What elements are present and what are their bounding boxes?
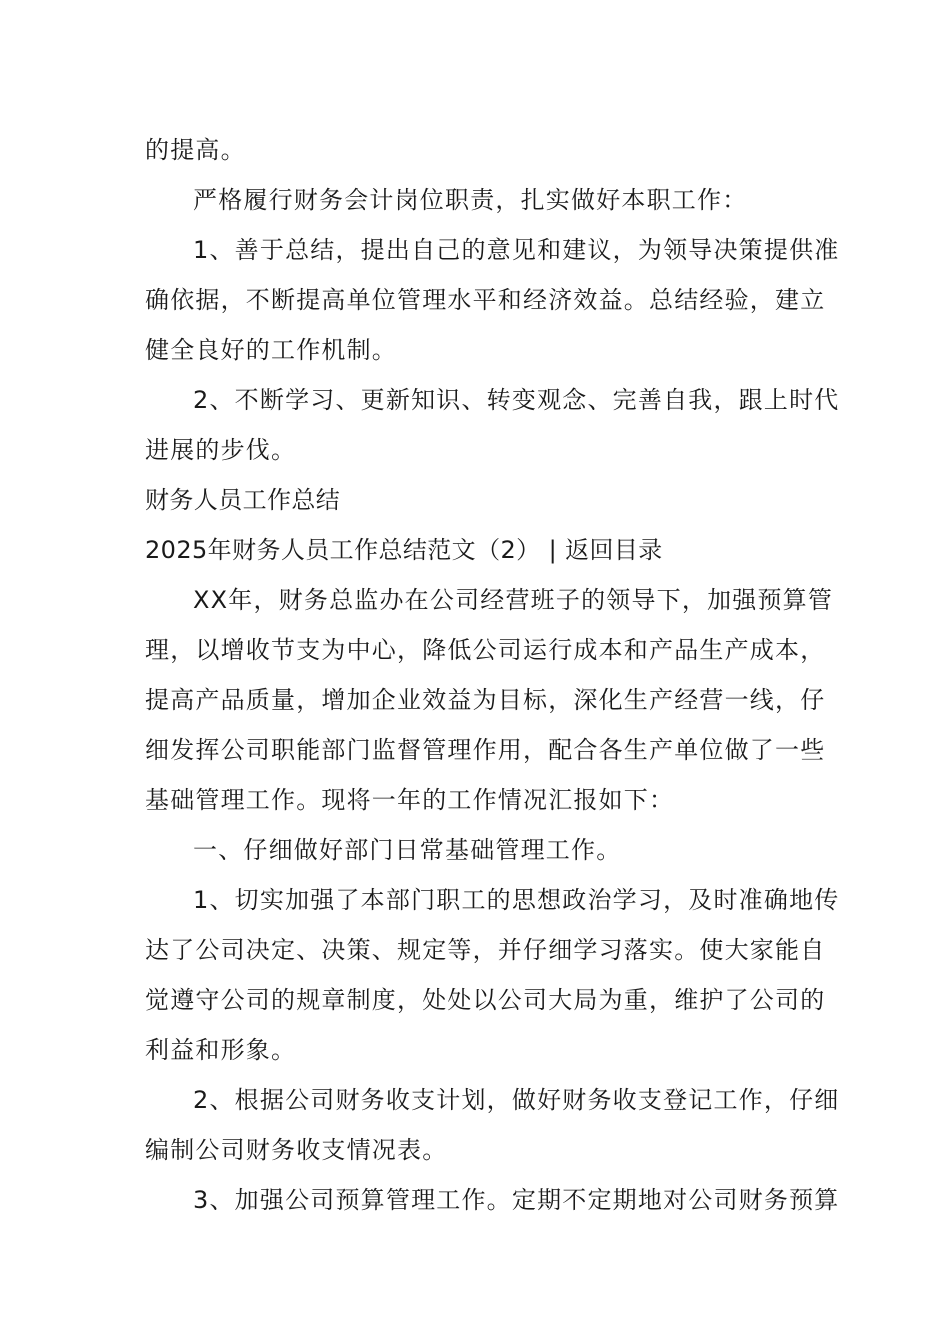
paragraph-line: XX年，财务总监办在公司经营班子的领导下，加强预算管: [193, 586, 834, 614]
paragraph-line: 一、仔细做好部门日常基础管理工作。: [193, 836, 622, 864]
paragraph-line: 2、根据公司财务收支计划，做好财务收支登记工作，仔细: [193, 1086, 840, 1114]
paragraph-line: 严格履行财务会计岗位职责，扎实做好本职工作：: [193, 186, 748, 214]
paragraph-line: 健全良好的工作机制。: [145, 336, 397, 364]
paragraph-line: 提高产品质量，增加企业效益为目标，深化生产经营一线，仔: [145, 686, 826, 714]
section-title: 财务人员工作总结: [145, 486, 341, 514]
paragraph-line: 基础管理工作。现将一年的工作情况汇报如下：: [145, 786, 675, 814]
paragraph-line: 利益和形象。: [145, 1036, 297, 1064]
paragraph-line: 的提高。: [145, 136, 246, 164]
paragraph-line: 确依据，不断提高单位管理水平和经济效益。总结经验，建立: [145, 286, 826, 314]
article-title-with-back-link[interactable]: 2025年财务人员工作总结范文（2） | 返回目录: [145, 536, 663, 564]
paragraph-line: 理，以增收节支为中心，降低公司运行成本和产品生产成本，: [145, 636, 826, 664]
paragraph-line: 1、善于总结，提出自己的意见和建议，为领导决策提供准: [193, 236, 840, 264]
paragraph-line: 觉遵守公司的规章制度，处处以公司大局为重，维护了公司的: [145, 986, 826, 1014]
paragraph-line: 进展的步伐。: [145, 436, 297, 464]
paragraph-line: 1、切实加强了本部门职工的思想政治学习，及时准确地传: [193, 886, 840, 914]
paragraph-line: 编制公司财务收支情况表。: [145, 1136, 448, 1164]
paragraph-line: 2、不断学习、更新知识、转变观念、完善自我，跟上时代: [193, 386, 840, 414]
paragraph-line: 达了公司决定、决策、规定等，并仔细学习落实。使大家能自: [145, 936, 826, 964]
paragraph-line: 细发挥公司职能部门监督管理作用，配合各生产单位做了一些: [145, 736, 826, 764]
paragraph-line: 3、加强公司预算管理工作。定期不定期地对公司财务预算: [193, 1186, 840, 1214]
